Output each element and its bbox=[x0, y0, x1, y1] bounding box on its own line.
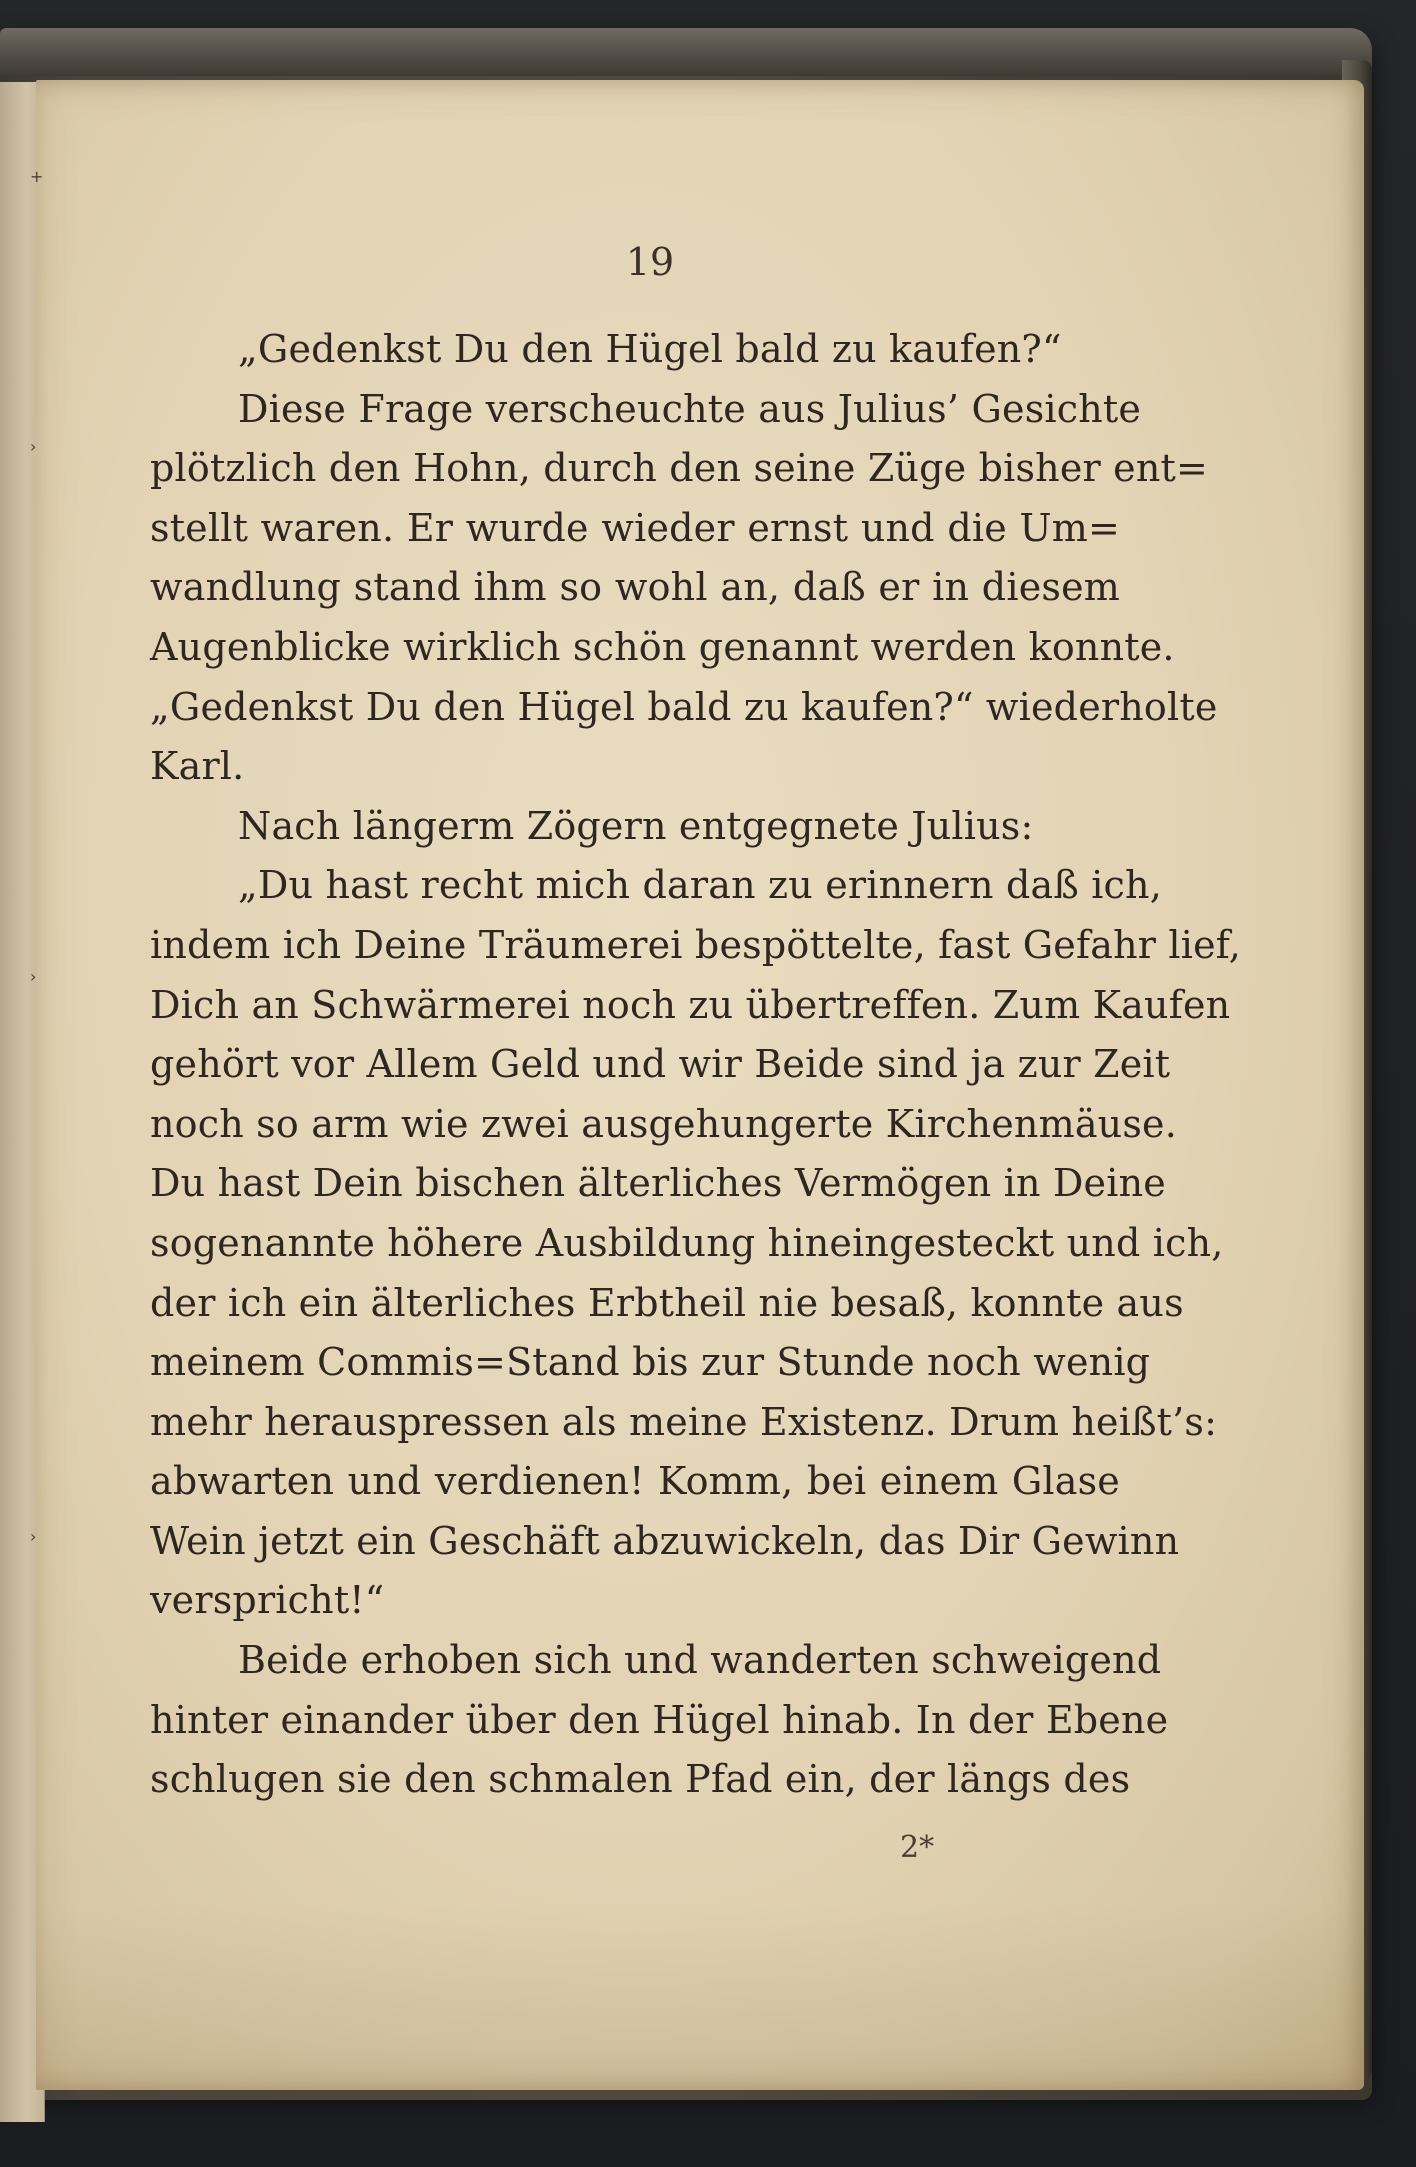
text-line: „Gedenkst Du den Hügel bald zu kaufen?“ bbox=[238, 327, 1062, 371]
text-line: mehr herauspressen als meine Existenz. Drum heißt’s: bbox=[150, 1399, 1218, 1444]
margin-mark: › bbox=[30, 1527, 37, 1546]
text-line: meinem Commis=Stand bis zur Stunde noch wenig bbox=[150, 1340, 1151, 1385]
text-line: „Gedenkst Du den Hügel bald zu kaufen?“ wiederholte bbox=[150, 684, 1218, 729]
text-line: Dich an Schwärmerei noch zu übertreffen. Zum Kaufen bbox=[150, 982, 1231, 1027]
text-line: indem ich Deine Träumerei bespöttelte, fast Gefahr lief, bbox=[150, 922, 1241, 967]
text-line: stellt waren. Er wurde wieder ernst und die Um= bbox=[150, 505, 1120, 550]
text-line: schlugen sie den schmalen Pfad ein, der längs des bbox=[150, 1757, 1131, 1802]
text-line: hinter einander über den Hügel hinab. In der Ebene bbox=[150, 1697, 1169, 1742]
page-number: 19 bbox=[625, 240, 675, 284]
text-line: Augenblicke wirklich schön genannt werden konnte. bbox=[150, 624, 1175, 669]
text-line: der ich ein älterliches Erbtheil nie besaß, konnte aus bbox=[150, 1280, 1184, 1325]
text-line: noch so arm wie zwei ausgehungerte Kirchenmäuse. bbox=[150, 1101, 1178, 1146]
signature-mark: 2* bbox=[900, 1830, 935, 1865]
text-line: Nach längerm Zögern entgegnete Julius: bbox=[238, 803, 1034, 848]
margin-mark: › bbox=[30, 967, 37, 986]
page-text bbox=[150, 320, 1241, 1810]
margin-mark: › bbox=[30, 437, 37, 456]
text-line: wandlung stand ihm so wohl an, daß er in diesem bbox=[150, 565, 1120, 610]
text-line: Wein jetzt ein Geschäft abzuwickeln, das Dir Gewinn bbox=[150, 1518, 1180, 1563]
text-line: Beide erhoben sich und wanderten schweigend bbox=[238, 1638, 1162, 1683]
text-line: sogenannte höhere Ausbildung hineingesteckt und ich, bbox=[150, 1220, 1224, 1265]
text-line: verspricht!“ bbox=[150, 1578, 385, 1623]
text-line: Diese Frage verscheuchte aus Julius’ Gesichte bbox=[238, 386, 1142, 431]
text-line: Du hast Dein bischen älterliches Vermögen in Deine bbox=[150, 1161, 1166, 1206]
text-line: „Du hast recht mich daran zu erinnern daß ich, bbox=[238, 863, 1162, 908]
text-line: abwarten und verdienen! Komm, bei einem Glase bbox=[150, 1459, 1120, 1504]
text-line: gehört vor Allem Geld und wir Beide sind ja zur Zeit bbox=[150, 1042, 1171, 1087]
margin-mark: + bbox=[30, 167, 44, 186]
cover-top-edge bbox=[0, 28, 1372, 76]
text-line: plötzlich den Hohn, durch den seine Züge bisher ent= bbox=[150, 446, 1209, 491]
text-line: Karl. bbox=[150, 744, 245, 789]
